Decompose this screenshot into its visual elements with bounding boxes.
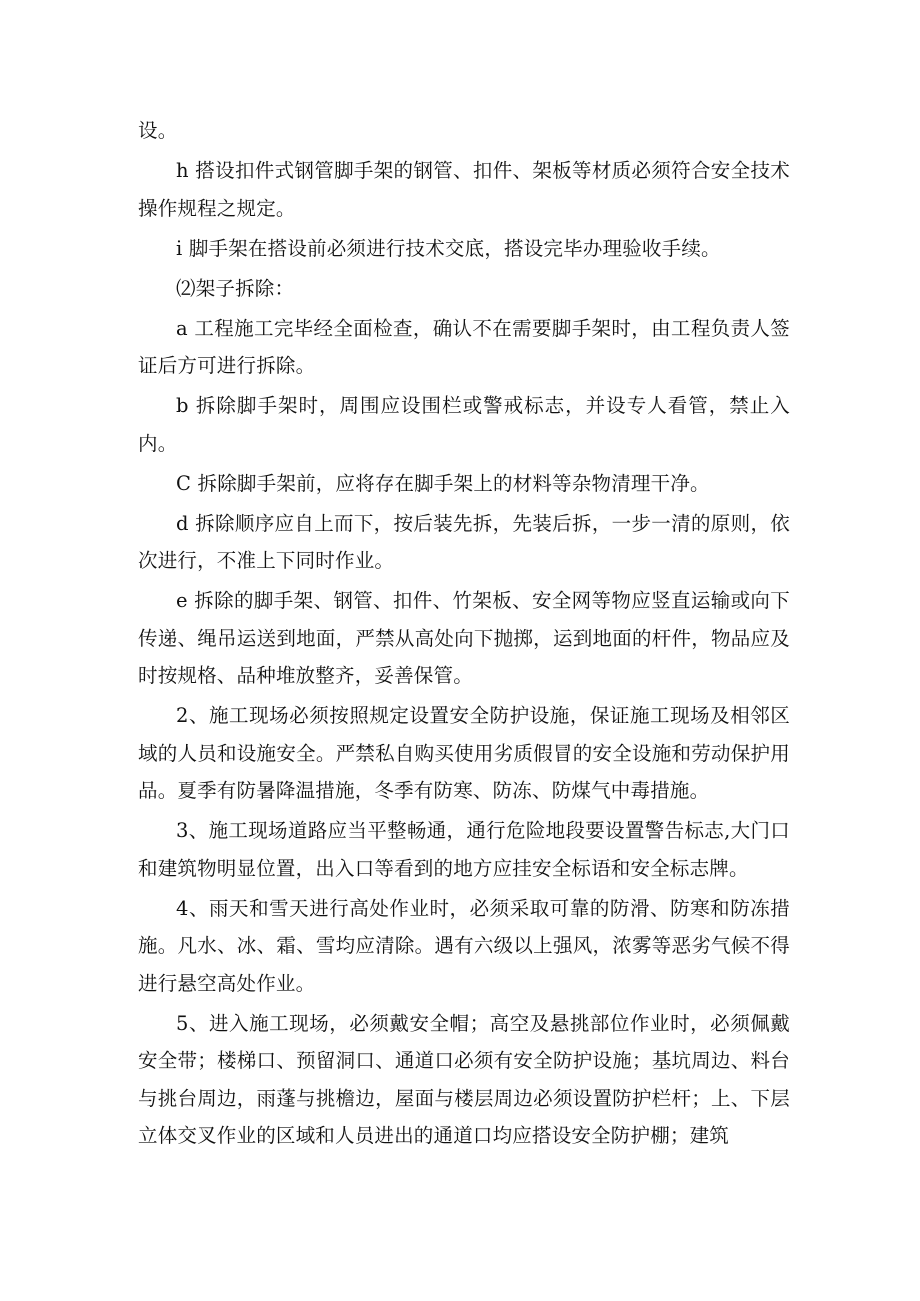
- paragraph-rule-2: 2、施工现场必须按照规定设置安全防护设施，保证施工现场及相邻区域的人员和设施安全。严禁私自购买使用劣质假冒的安全设施和劳动保护用品。夏季有防暑降温措施，冬季有防寒、防冻、防煤气中毒措施。: [138, 704, 790, 802]
- document-body: [138, 112, 790, 1157]
- paragraph-item-b: b 拆除脚手架时，周围应设围栏或警戒标志，并设专人看管，禁止入内。: [138, 394, 790, 455]
- section-heading-dismantling: ⑵架子拆除：: [176, 276, 295, 300]
- paragraph-item-i: i 脚手架在搭设前必须进行技术交底，搭设完毕办理验收手续。: [176, 236, 721, 260]
- paragraph-continuation: 设。: [138, 119, 178, 142]
- paragraph-item-d: d 拆除顺序应自上而下，按后装先拆，先装后拆，一步一清的原则，依次进行，不准上下同时作业。: [138, 511, 790, 572]
- paragraph-item-e: e 拆除的脚手架、钢管、扣件、竹架板、安全网等物应竖直运输或向下传递、绳吊运送到地面，严禁从高处向下抛掷，运到地面的杆件，物品应及时按规格、品种堆放整齐，妥善保管。: [138, 589, 790, 687]
- paragraph-rule-4: 4、雨天和雪天进行高处作业时，必须采取可靠的防滑、防寒和防冻措施。凡水、冰、霜、雪均应清除。遇有六级以上强风，浓雾等恶劣气候不得进行悬空高处作业。: [138, 896, 790, 995]
- paragraph-item-a: a 工程施工完毕经全面检查，确认不在需要脚手架时，由工程负责人签证后方可进行拆除。: [138, 316, 790, 377]
- paragraph-rule-5: 5、进入施工现场，必须戴安全帽；高空及悬挑部位作业时，必须佩戴安全带；楼梯口、预留洞口、通道口必须有安全防护设施；基坑周边、料台与挑台周边，雨蓬与挑檐边，屋面与楼层周边必须设置防护栏杆；上、下层立体交叉作业的区域和人员进出的通道口均应搭设安全防护棚；建筑: [138, 1011, 790, 1147]
- paragraph-item-c: C 拆除脚手架前，应将存在脚手架上的材料等杂物清理干净。: [176, 471, 710, 495]
- paragraph-item-h: h 搭设扣件式钢管脚手架的钢管、扣件、架板等材质必须符合安全技术操作规程之规定。: [138, 159, 790, 220]
- paragraph-rule-3: 3、施工现场道路应当平整畅通，通行危险地段要设置警告标志,大门口和建筑物明显位置，出入口等看到的地方应挂安全标语和安全标志牌。: [138, 819, 790, 880]
